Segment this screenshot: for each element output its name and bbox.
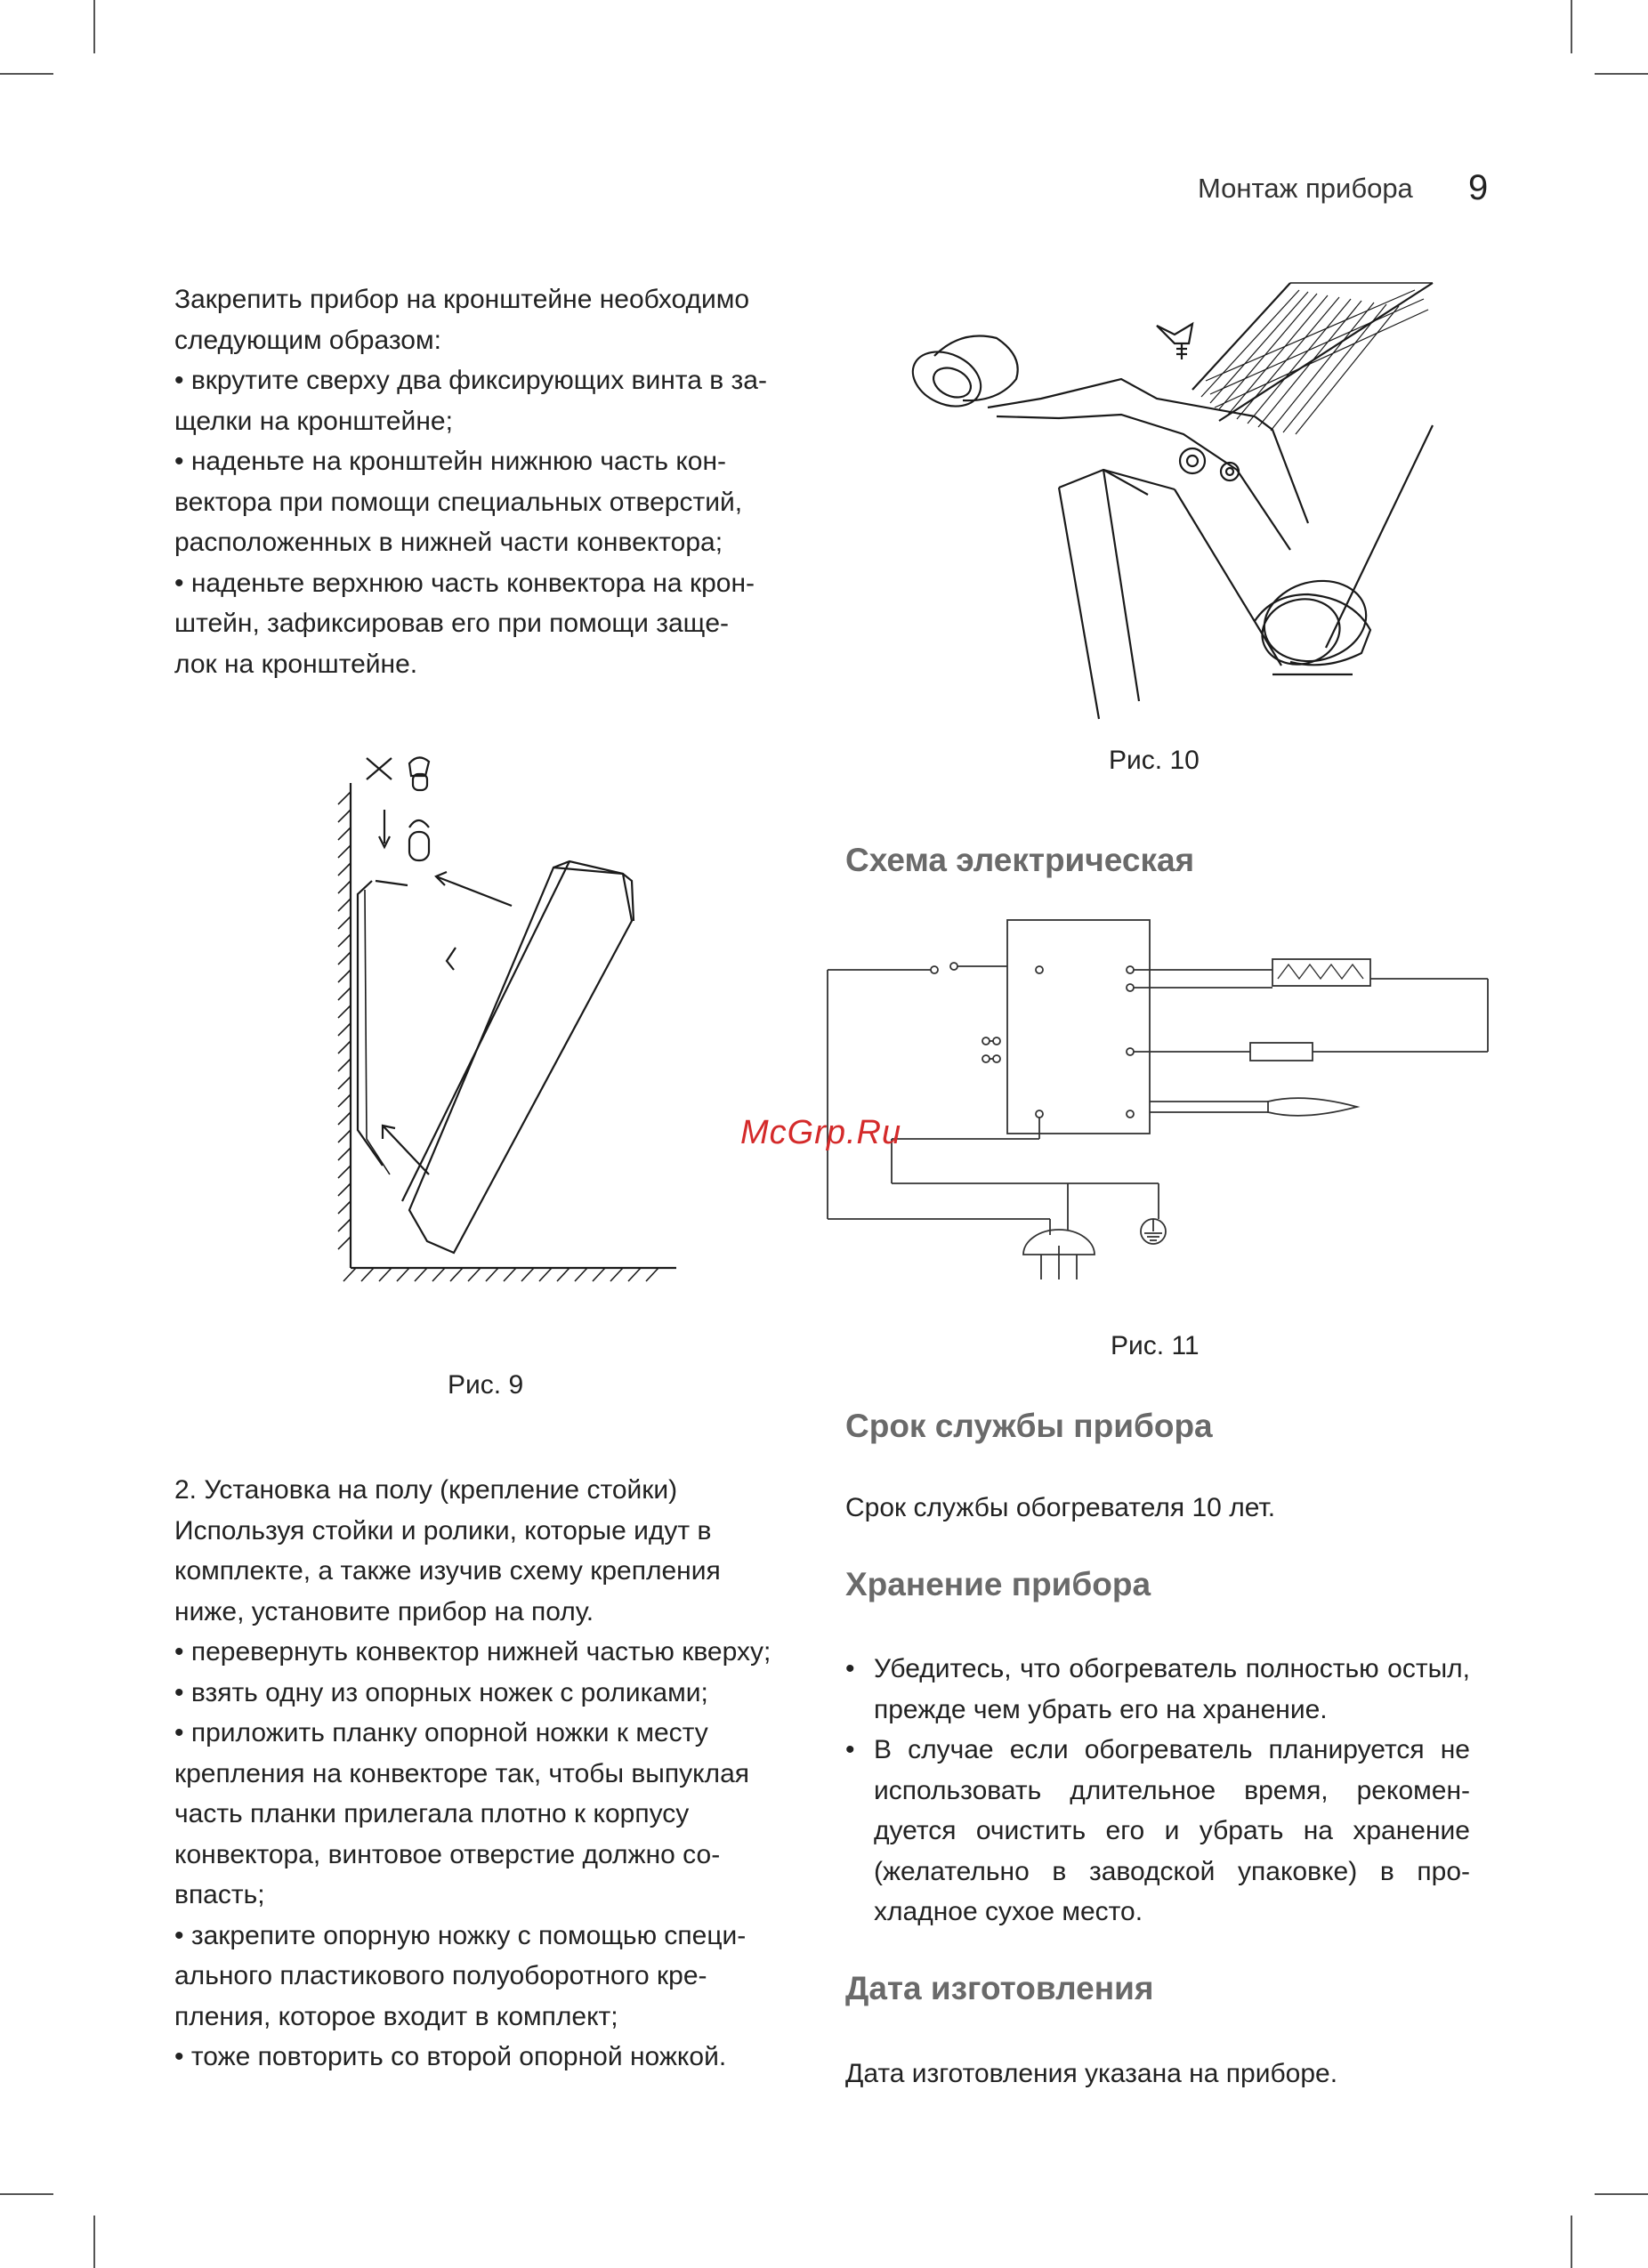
floor-installation-text <box>174 1470 802 2078</box>
crop-mark <box>1595 73 1648 75</box>
text-line: штейн, зафиксировав его при помощи защe- <box>174 609 729 638</box>
crop-mark <box>1595 2193 1648 2195</box>
figure-9-caption: Рис. 9 <box>448 1370 524 1400</box>
text-line: комплекте, а также изучив схему крепления <box>174 1556 721 1586</box>
text-line: Закрепить прибор на кронштейне необходимо <box>174 285 750 314</box>
figure-9-wall-mount-illustration <box>320 747 694 1299</box>
text-line: пления, которое входит в комплект; <box>174 2001 618 2031</box>
text-line: Используя стойки и ролики, которые идут в <box>174 1515 712 1546</box>
text-line: часть планки прилегала плотно к корпусу <box>174 1799 690 1828</box>
list-item-text: В случае если обогреватель планируется не использовать длительное время, рекомен-дуется очистить его и убрать на хранение (желательно в заводской упаковке) в про-хладное сухое место. <box>874 1735 1470 1926</box>
text-line: расположенных в нижней части конвектора; <box>174 528 723 557</box>
bullet-icon: • <box>845 1735 855 1764</box>
section-heading-electrical-scheme: Схема электрическая <box>845 842 1195 878</box>
figure-10-caption: Рис. 10 <box>1109 746 1200 775</box>
text-line: лок на кронштейне. <box>174 649 418 679</box>
watermark: McGrp.Ru <box>740 1114 902 1151</box>
text-line: вектора при помощи специальных отверстий, <box>174 487 743 517</box>
text-line: • взять одну из опорных ножек с роликами; <box>174 1677 708 1707</box>
crop-mark <box>0 2193 53 2195</box>
section-heading-storage: Хранение прибора <box>845 1566 1151 1602</box>
page-number: 9 <box>1468 168 1489 207</box>
crop-mark <box>0 73 53 75</box>
list-item <box>845 1730 1470 1933</box>
text-line: ниже, установите прибор на полу. <box>174 1596 594 1626</box>
running-header: Монтаж прибора <box>1198 173 1413 204</box>
figure-10-floor-stand-illustration <box>899 283 1450 719</box>
text-line: • приложить планку опорной ножки к месту <box>174 1718 708 1747</box>
text-line: ального пластикового полуоборотного кре- <box>174 1961 707 1990</box>
crop-mark <box>93 2216 95 2268</box>
text-line: • наденьте верхнюю часть конвектора на крон- <box>174 568 755 598</box>
text-line: щелки на кронштейне; <box>174 406 453 436</box>
text-line: • перевернуть конвектор нижней частью кверху; <box>174 1637 771 1667</box>
manufacture-date-text: Дата изготовления указана на приборе. <box>845 2059 1338 2088</box>
text-line: следующим образом: <box>174 325 441 355</box>
crop-mark <box>1571 0 1572 53</box>
list-item-text: Убедитесь, что обогреватель полностью остыл, прежде чем убрать его на хранение. <box>874 1654 1470 1724</box>
text-line: конвектора, винтовое отверстие должно со- <box>174 1839 721 1869</box>
text-line: впасть; <box>174 1880 265 1909</box>
storage-bullet-list <box>845 1649 1470 1933</box>
intro-text <box>174 279 802 684</box>
service-life-text: Срок службы обогревателя 10 лет. <box>845 1493 1276 1522</box>
text-line: • закрепите опорную ножку с помощью специ- <box>174 1920 747 1950</box>
figure-11-caption: Рис. 11 <box>1111 1331 1200 1360</box>
section-heading-manufacture-date: Дата изготовления <box>845 1970 1154 2006</box>
crop-mark <box>93 0 95 53</box>
crop-mark <box>1571 2216 1572 2268</box>
section-heading-service-life: Срок службы прибора <box>845 1408 1213 1444</box>
figure-11-electrical-schematic <box>819 916 1495 1290</box>
bullet-icon: • <box>845 1654 855 1683</box>
text-line: 2. Установка на полу (крепление стойки) <box>174 1475 678 1505</box>
text-line: • наденьте на кронштейн нижнюю часть кон- <box>174 447 727 476</box>
text-line: крепления на конвекторе так, чтобы выпуклая <box>174 1758 749 1788</box>
text-line: • вкрутите сверху два фиксирующих винта в за- <box>174 366 767 395</box>
list-item <box>845 1649 1470 1730</box>
text-line: • тоже повторить со второй опорной ножкой. <box>174 2042 727 2071</box>
